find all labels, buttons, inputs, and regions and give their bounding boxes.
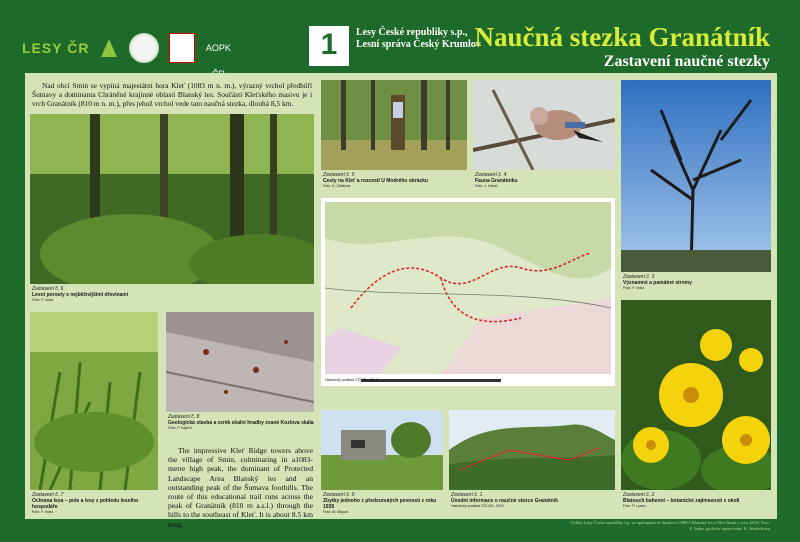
municipality-seal-icon (129, 33, 159, 63)
meadow-photo (30, 312, 158, 490)
caption-map: Historický podklad ©ČÚZK, 2010 (325, 378, 378, 382)
intro-text-cz: Nad obcí Smin se vypíná majestátní hora Kleť (1083 m n. m.), výrazný vrchol předhůří Šumavy a dominanta Chráněné krajinné oblasti Blanský les. Součástí Kleťského masivu je i vrch Granátník (810 m n. m.), přes jehož vrchol vede tato naučná stezka, dlouhá 8,5 km. (32, 81, 312, 108)
organization (356, 27, 481, 51)
caption-tree: Zastavení č. 3 Významné a památné stromy Foto: F. Indra (623, 274, 692, 290)
lesycr-leaf-icon (99, 37, 119, 59)
coat-of-arms-icon (169, 33, 195, 63)
tree-photo (621, 80, 771, 272)
shrine-photo (321, 80, 467, 170)
jay-photo (473, 80, 615, 170)
page-subtitle: Zastavení naučné stezky (603, 53, 770, 70)
trail-map (321, 198, 615, 386)
caption-forest: Zastavení č. 6 Lesní porosty s nejběžnějšími dřevinami Foto: F. Indra (32, 286, 129, 302)
logo-strip (22, 30, 231, 66)
caption-meadow: Zastavení č. 7 Ochrana lesa – pole a lesy z pohledu lesního hospodáře Foto: F. Indra (32, 492, 139, 514)
caption-landscape: Zastavení č. 1 Úvodní informace o naučné stezce Granátník Historický podklad ©ČÚZK, 2010 (451, 492, 558, 508)
org-line-1: Lesy České republiky s.p., (356, 27, 468, 38)
rock-photo (166, 312, 314, 412)
stop-number-badge (309, 26, 349, 66)
footer-credits: Vydaly Lesy České republiky s.p. ve spolupráci se Správou CHKO Blanský les a Obcí Smin v roce 2010. Text: F. Indra, grafické zpracování: K. Jezdeckova (570, 520, 770, 531)
caption-rock: Zastavení č. 8 Geologická stavba a vznik skalní hradby zvané Kozlova skála Foto: P. Kajlich (168, 414, 314, 430)
page-title: Naučná stezka Granátník (474, 22, 770, 52)
intro-text-en: The impressive Kleť Ridge towers above the village of Smin, culminating in a1083-metre high peak, the dominant of Protected Landscape Area Blanský les and an outstanding peak of the Šumava foothills. The route of this educational trail runs across the peak of Granátník (810 m a.s.l.) through the hills to the southeast of Kleť. It is about 8.5 km long. (168, 446, 313, 529)
lesycr-logo: LESY ČR (22, 40, 90, 56)
caption-jay: Zastavení č. 4 Fauna Granátníku Foto: J. Hanel (475, 172, 518, 188)
stop-number: 1 (320, 28, 338, 61)
caption-bunker: Zastavení č. 9 Zbytky jednoho z předsunutých pevností z roku 1938 Foto: M. Aliquot (323, 492, 437, 514)
landscape-photo (449, 410, 615, 490)
org-line-2: Lesní správa Český Krumlov (356, 39, 481, 50)
flower-photo (621, 300, 771, 490)
bunker-photo (321, 410, 443, 490)
caption-shrine: Zastavení č. 5 Cesty na Kleť a rozcestí U Modrého obrázku Foto: K. Žáčková (323, 172, 428, 188)
aopk-logo: AOPK (205, 43, 231, 53)
caption-flower: Zastavení č. 2 Blatouch bahenní – botanické zajímavosti v okolí Foto: P. Lyach (623, 492, 740, 508)
header (0, 0, 800, 72)
forest-photo (30, 114, 314, 284)
